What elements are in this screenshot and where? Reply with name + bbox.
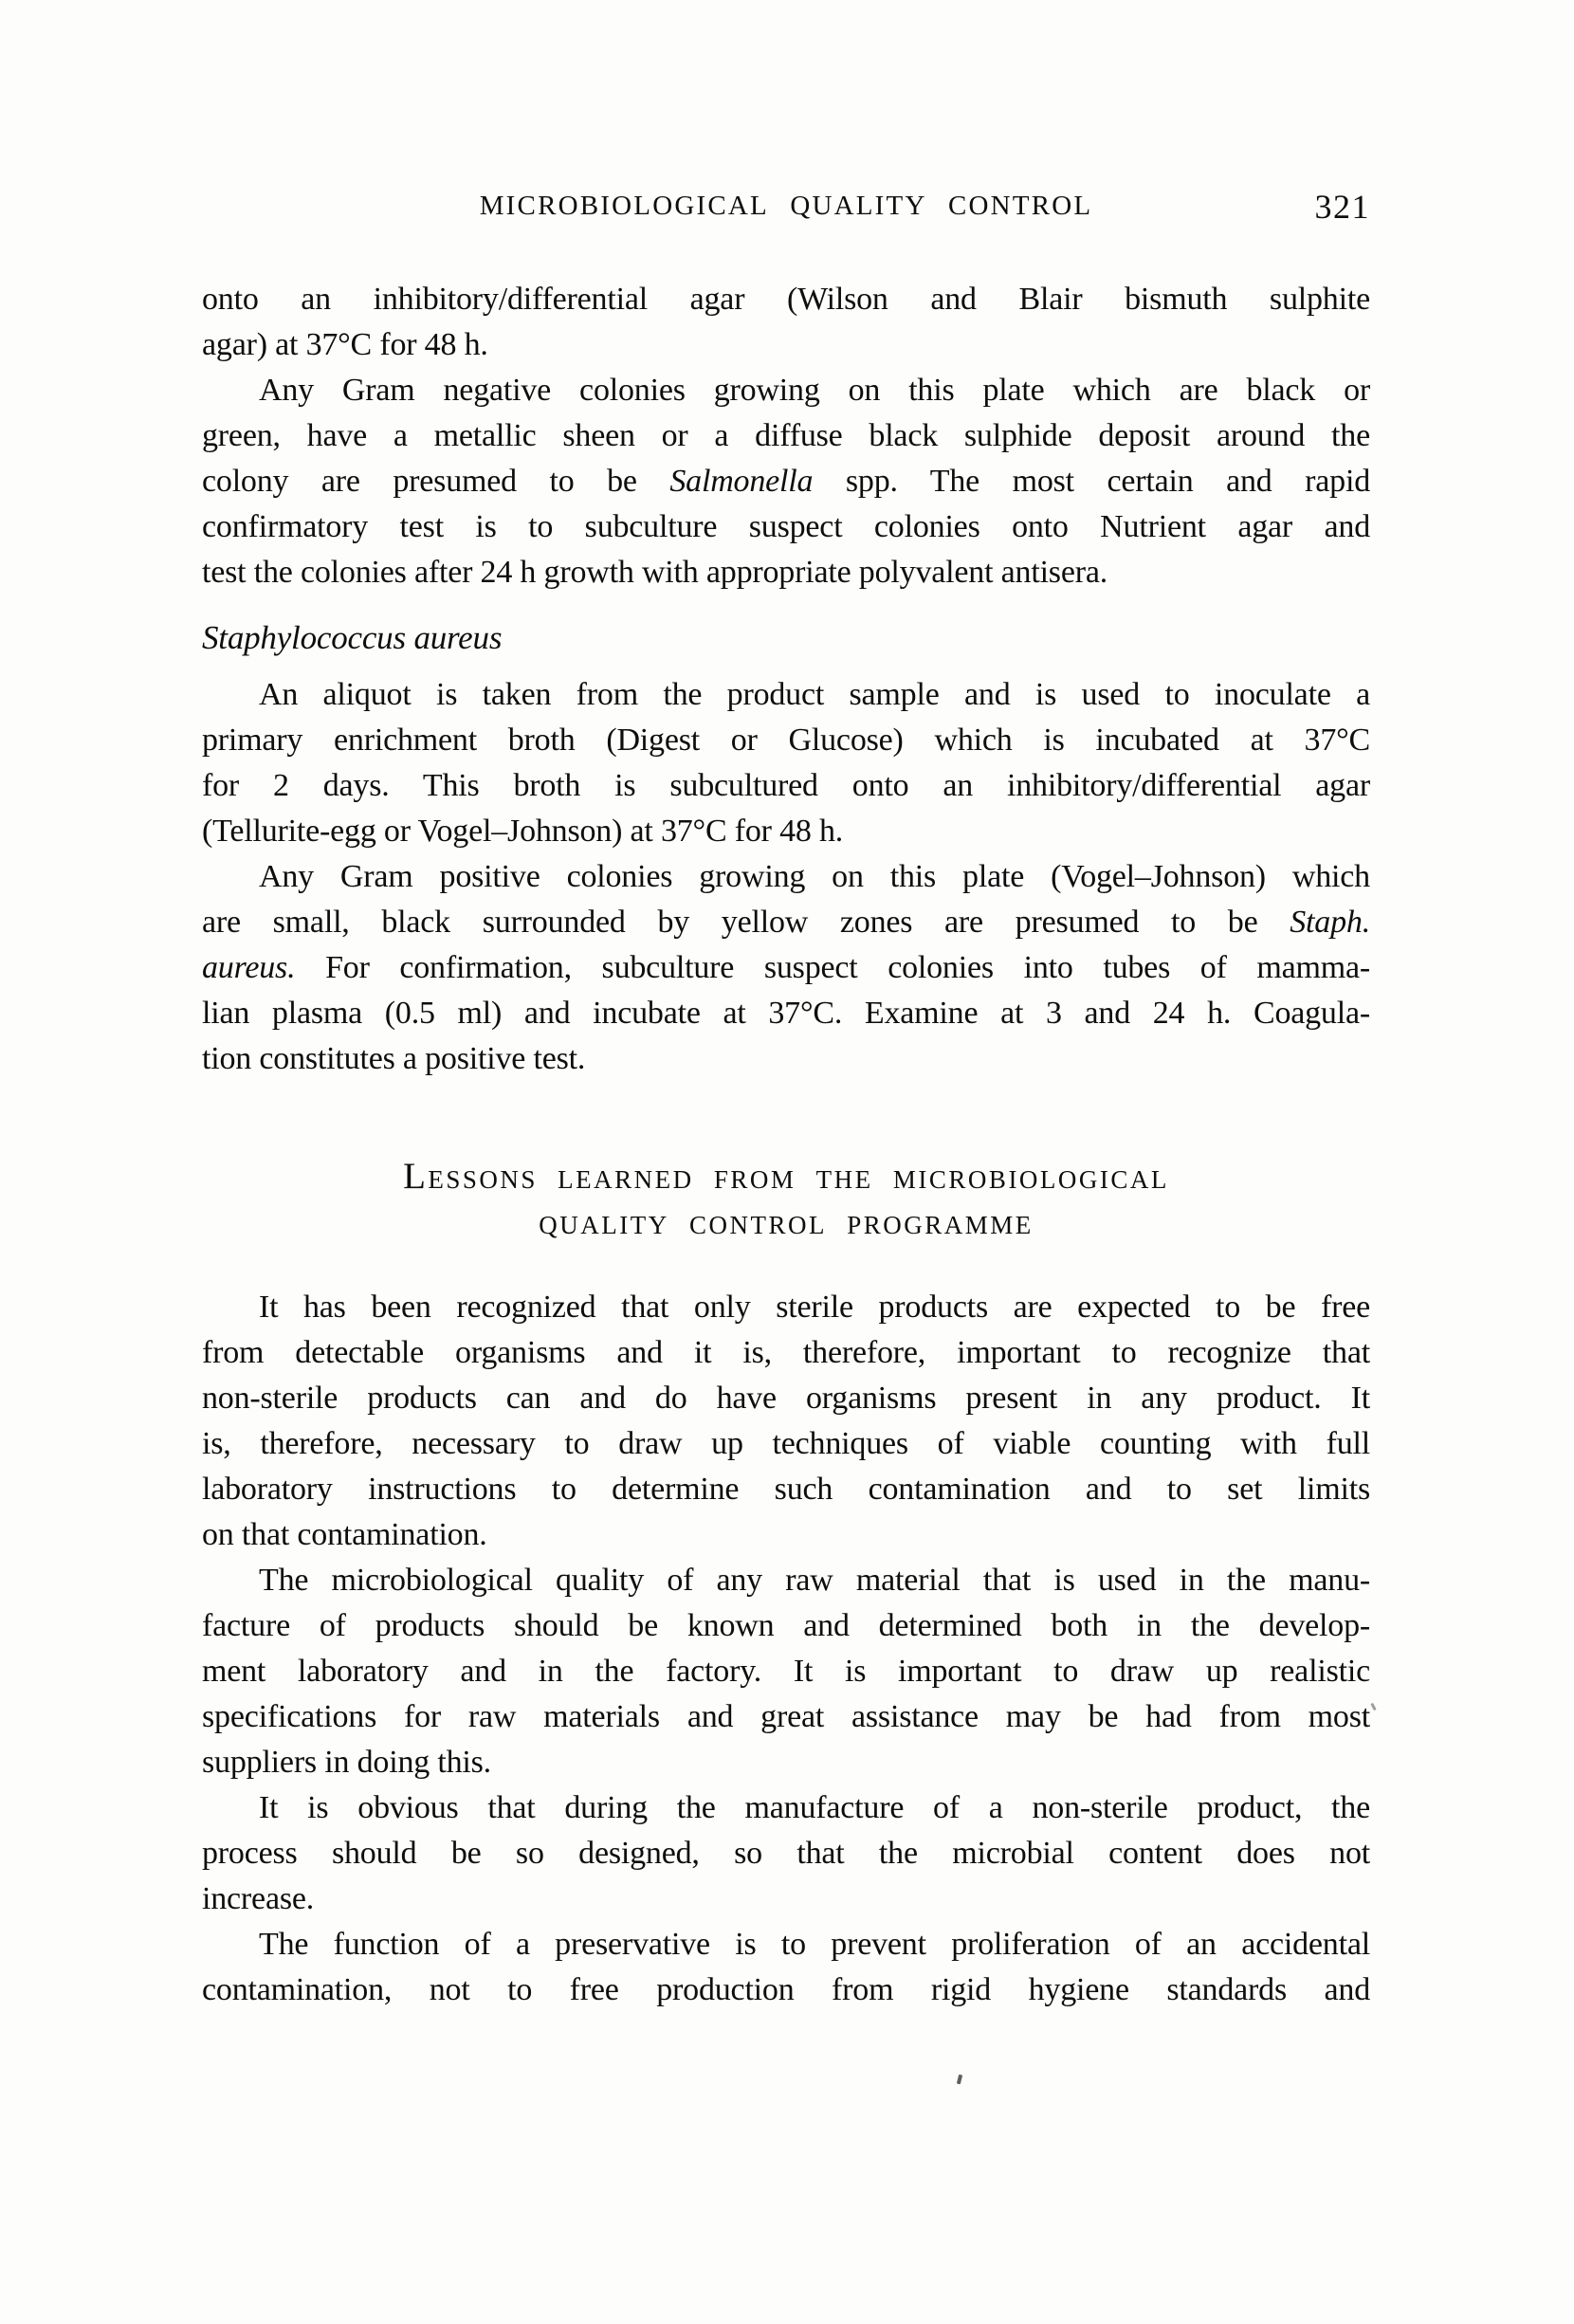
scan-speck xyxy=(1370,1703,1376,1711)
paragraph-gram-negative xyxy=(202,368,1370,595)
text-line: are small, black surrounded by yellow zones are presumed to be Staph. xyxy=(202,905,1370,940)
text-line: The function of a preservative is to prevent proliferation of an accidental xyxy=(259,1927,1370,1962)
text-line: Any Gram negative colonies growing on this plate which are black or xyxy=(259,373,1370,408)
text-line: facture of products should be known and determined both in the develop- xyxy=(202,1608,1370,1643)
text-line: suppliers in doing this. xyxy=(202,1745,491,1780)
running-head-title: MICROBIOLOGICAL QUALITY CONTROL xyxy=(479,191,1093,221)
scan-speck xyxy=(957,2075,962,2085)
text-line: specifications for raw materials and great assistance may be had from most xyxy=(202,1699,1370,1734)
text-line: ment laboratory and in the factory. It is important to draw up realistic xyxy=(202,1654,1370,1689)
text-line: It has been recognized that only sterile products are expected to be free xyxy=(259,1290,1370,1325)
paragraph-preservative xyxy=(202,1922,1370,2013)
text-line: quality control programme xyxy=(539,1201,1034,1242)
page-number: 321 xyxy=(1314,188,1370,226)
text-line: Any Gram positive colonies growing on this plate (Vogel–Johnson) which xyxy=(259,859,1370,894)
text-line: increase. xyxy=(202,1881,315,1916)
text-line: primary enrichment broth (Digest or Glucose) which is incubated at 37°C xyxy=(202,723,1370,758)
paragraph-gram-positive xyxy=(202,854,1370,1082)
text-line: (Tellurite-egg or Vogel–Johnson) at 37°C for 48 h. xyxy=(202,814,844,849)
text-line: non-sterile products can and do have organisms present in any product. It xyxy=(202,1381,1370,1416)
text-line: aureus. For confirmation, subculture suspect colonies into tubes of mamma- xyxy=(202,950,1370,985)
text-line: Lessons learned from the microbiological xyxy=(403,1156,1169,1197)
text-line: green, have a metallic sheen or a diffuse black sulphide deposit around the xyxy=(202,418,1370,453)
text-line: Staphylococcus aureus xyxy=(202,619,503,656)
paragraph-continuation xyxy=(202,277,1370,368)
text-line: It is obvious that during the manufacture of a non-sterile product, the xyxy=(259,1790,1370,1825)
text-line: on that contamination. xyxy=(202,1517,487,1552)
text-line: confirmatory test is to subculture suspect colonies onto Nutrient agar and xyxy=(202,509,1370,544)
text-line: process should be so designed, so that the microbial content does not xyxy=(202,1836,1370,1871)
heading-staphylococcus-aureus xyxy=(202,615,1370,661)
text-line: agar) at 37°C for 48 h. xyxy=(202,327,488,362)
text-line: test the colonies after 24 h growth with appropriate polyvalent antisera. xyxy=(202,555,1108,590)
text-line: tion constitutes a positive test. xyxy=(202,1041,586,1076)
paragraph-manufacture xyxy=(202,1785,1370,1922)
page-body xyxy=(202,277,1370,2013)
running-head xyxy=(202,188,1370,230)
paragraph-sterile-products xyxy=(202,1285,1370,1558)
text-line: onto an inhibitory/differential agar (Wilson and Blair bismuth sulphite xyxy=(202,282,1370,317)
text-line: contamination, not to free production from rigid hygiene standards and xyxy=(202,1972,1370,2007)
heading-lessons-learned xyxy=(202,1154,1370,1245)
text-line: The microbiological quality of any raw material that is used in the manu- xyxy=(259,1563,1370,1598)
text-line: is, therefore, necessary to draw up techniques of viable counting with full xyxy=(202,1426,1370,1461)
paragraph-raw-material xyxy=(202,1558,1370,1785)
text-line: An aliquot is taken from the product sample and is used to inoculate a xyxy=(259,677,1370,712)
text-line: laboratory instructions to determine such contamination and to set limits xyxy=(202,1472,1370,1507)
text-line: colony are presumed to be Salmonella spp. The most certain and rapid xyxy=(202,464,1371,499)
text-line: for 2 days. This broth is subcultured onto an inhibitory/differential agar xyxy=(202,768,1370,803)
text-line: from detectable organisms and it is, therefore, important to recognize that xyxy=(202,1335,1370,1370)
paragraph-aliquot xyxy=(202,672,1370,854)
text-line: lian plasma (0.5 ml) and incubate at 37°C. Examine at 3 and 24 h. Coagula- xyxy=(202,996,1370,1031)
